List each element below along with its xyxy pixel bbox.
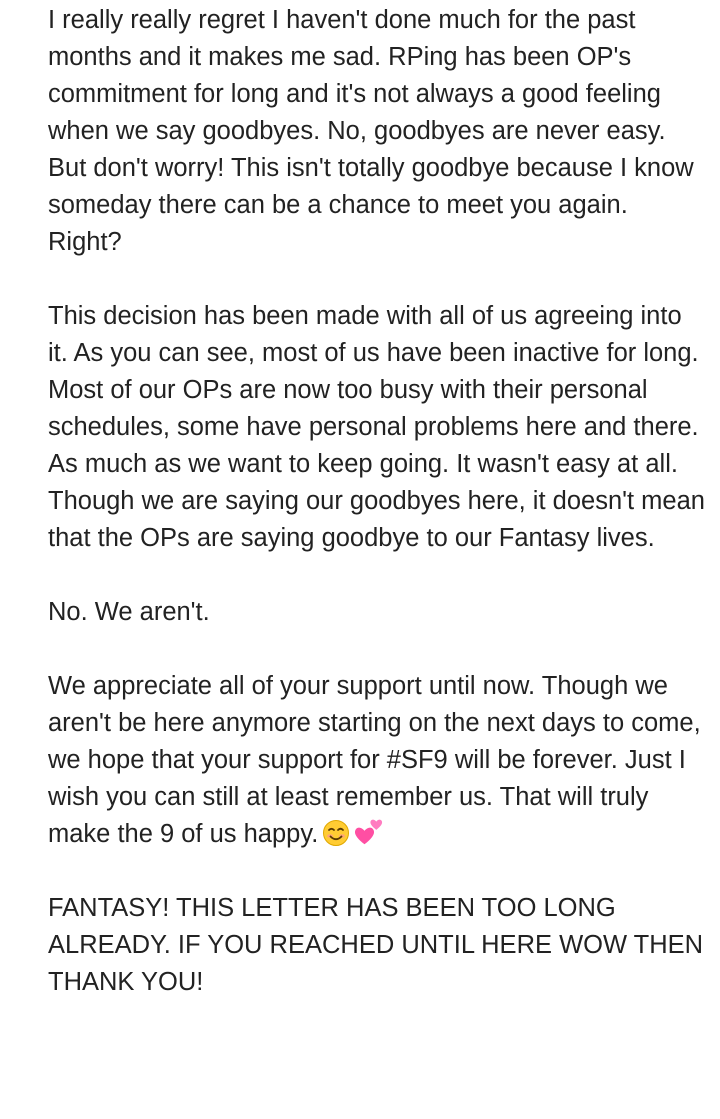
paragraph-2: This decision has been made with all of us agreeing into it. As you can see, most of us have been inactive for long. Most of our OPs are now too busy with their personal schedules, some have personal problems here and there. As much as we want to keep going. It wasn't easy at all. Though we are saying our goodbyes here, it doesn't mean that the OPs are saying goodbye to our Fantasy lives.	[48, 302, 705, 552]
paragraph-1: I really really regret I haven't done much for the past months and it makes me sad. RPing has been OP's commitment for long and it's not always a good feeling when we say goodbyes. No, goodbyes are never easy. But don't worry! This isn't totally goodbye because I know someday there can be a chance to meet you again. Right?	[48, 6, 694, 256]
paragraph-4-text: We appreciate all of your support until now. Though we aren't be here anymore starting on the next days to come, we hope that your support for #SF9 will be forever. Just I wish you can still at least remember us. That will truly make the 9 of us happy.	[48, 672, 701, 848]
letter-body	[48, 2, 708, 1038]
smiling-face-icon	[322, 819, 350, 847]
paragraph-5: FANTASY! THIS LETTER HAS BEEN TOO LONG ALREADY. IF YOU REACHED UNTIL HERE WOW THEN THANK YOU!	[48, 894, 704, 996]
two-hearts-icon	[354, 817, 384, 847]
paragraph-3: No. We aren't.	[48, 598, 210, 626]
paragraph-4	[48, 668, 708, 853]
